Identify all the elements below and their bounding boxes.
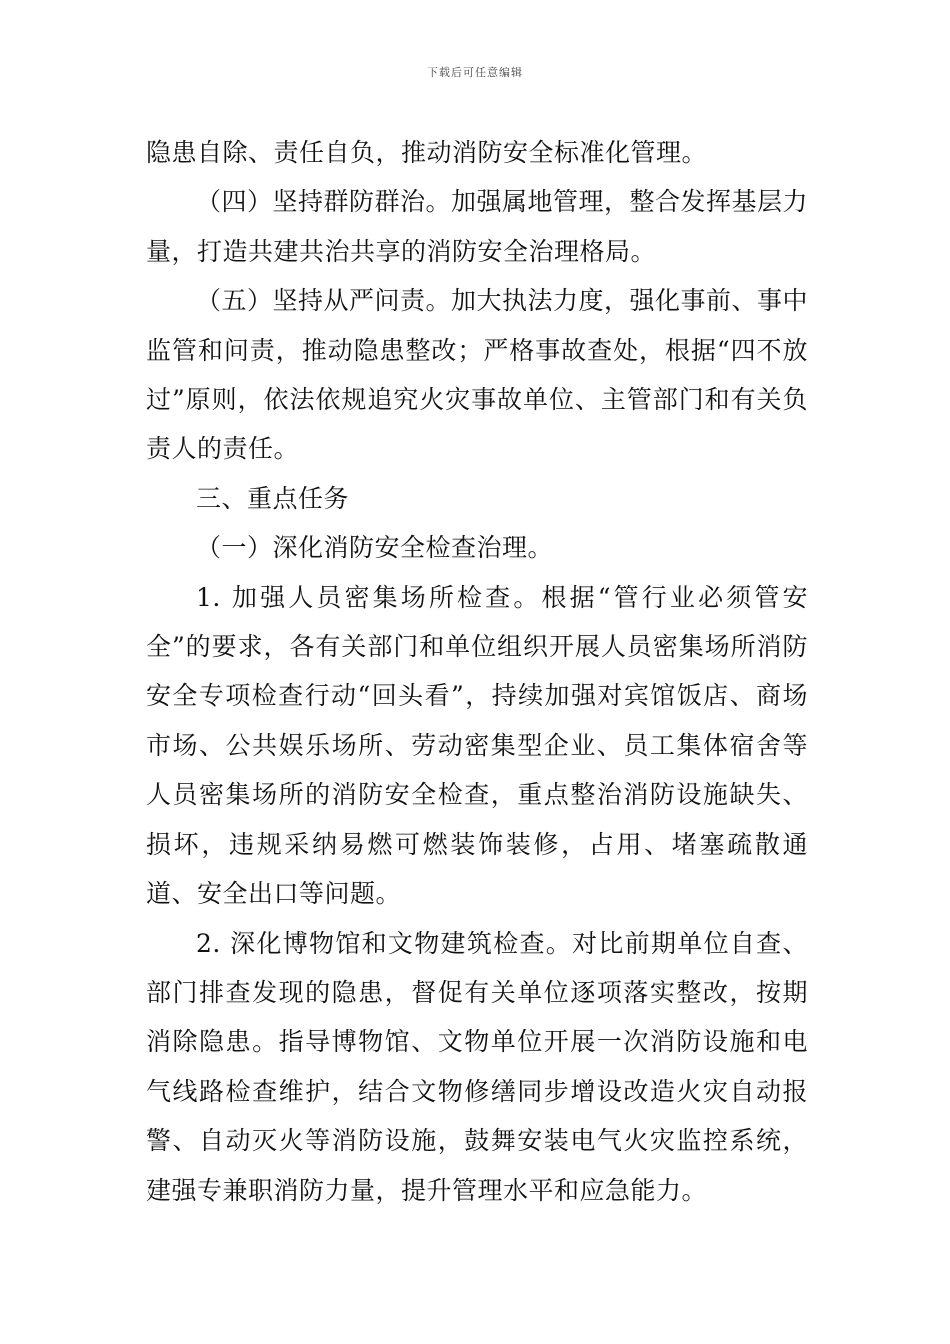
document-body: [146, 128, 808, 1215]
paragraph-continuation: 隐患自除、责任自负，推动消防安全标准化管理。: [146, 138, 708, 167]
paragraph-task-1: 1. 加强人员密集场所检查。根据“管行业必须管安全”的要求，各有关部门和单位组织开展人员密集场所消防安全专项检查行动“回头看”，持续加强对宾馆饭店、商场市场、公共娱乐场所、劳动密集型企业、员工集体宿舍等人员密集场所的消防安全检查，重点整治消防设施缺失、损坏，违规采纳易燃可燃装饰装修，占用、堵塞疏散通道、安全出口等问题。: [146, 582, 808, 909]
section-heading-key-tasks: 三、重点任务: [196, 483, 350, 513]
subsection-heading-1: （一）深化消防安全检查治理。: [196, 533, 554, 563]
paragraph-task-2: 2. 深化博物馆和文物建筑检查。对比前期单位自查、部门排查发现的隐患，督促有关单位逐项落实整改，按期消除隐患。指导博物馆、文物单位开展一次消防设施和电气线路检查维护，结合文物修缮同步增设改造火灾自动报警、自动灭火等消防设施，鼓舞安装电气火灾监控系统，建强专兼职消防力量，提升管理水平和应急能力。: [146, 928, 808, 1205]
paragraph-principle-5: （五）坚持从严问责。加大执法力度，强化事前、事中监管和问责，推动隐患整改；严格事故查处，根据“四不放过”原则，依法依规追究火灾事故单位、主管部门和有关负责人的责任。: [146, 286, 809, 464]
page-header-note: 下载后可任意编辑: [427, 66, 523, 79]
paragraph-principle-4: （四）坚持群防群治。加强属地管理，整合发挥基层力量，打造共建共治共享的消防安全治理格局。: [146, 187, 809, 266]
